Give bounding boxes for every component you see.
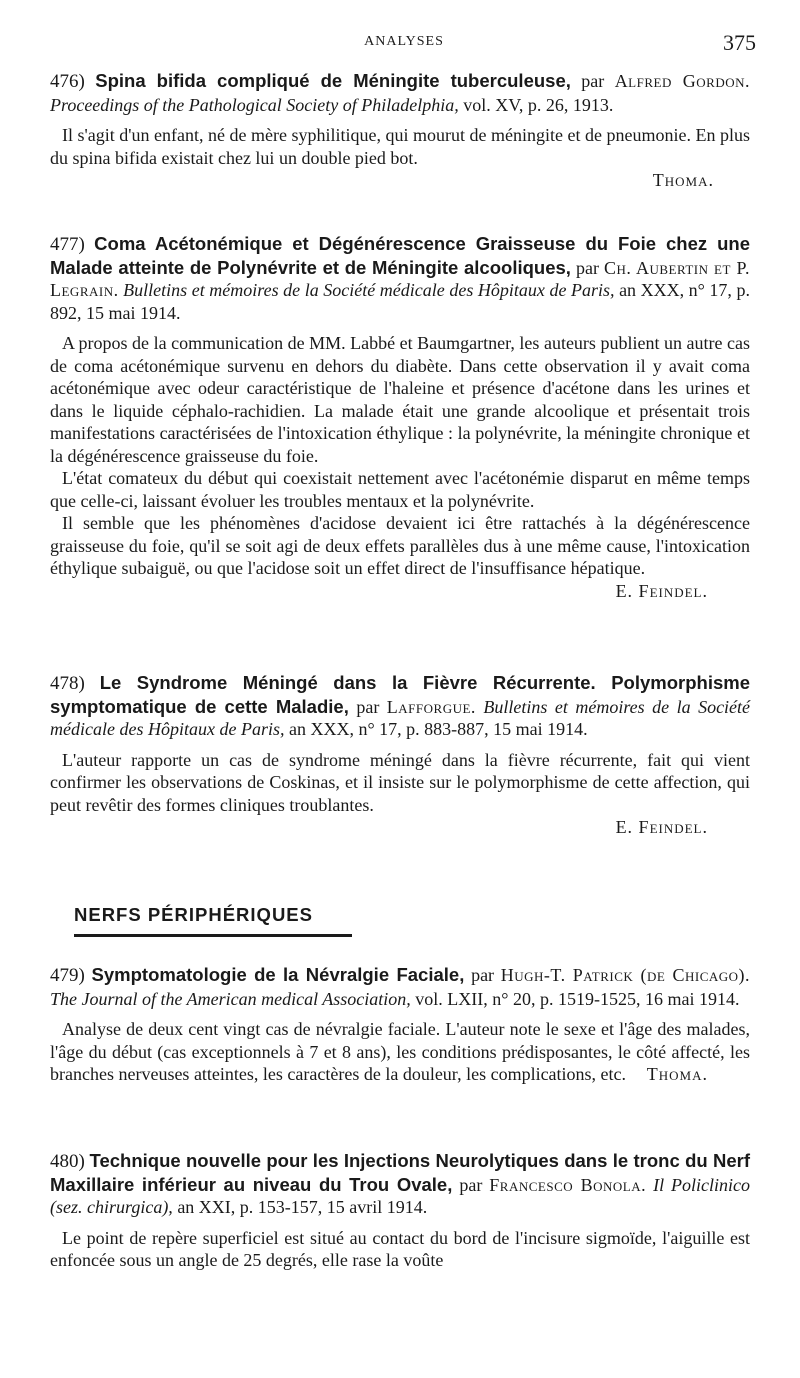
article-authors: Lafforgue. — [386, 696, 476, 717]
article-body — [50, 332, 750, 602]
article-477 — [50, 233, 750, 602]
article-by: par — [356, 696, 380, 717]
article-citation: vol. LXII, n° 20, p. 1519-1525, 16 mai 1914. — [415, 988, 740, 1009]
article-paragraph: L'auteur rapporte un cas de syndrome méningé dans la fièvre récurrente, fait qui vient confirmer les observations de Coskinas, et il insiste sur le polymorphisme de cette affection, qui peut revêtir des formes cliniques troublantes. — [50, 749, 750, 815]
article-signature: Thoma. — [646, 1064, 708, 1084]
article-by: par — [459, 1174, 483, 1195]
article-citation: an XXX, n° 17, p. 892, 15 mai 1914. — [50, 280, 750, 323]
article-paragraph: Il s'agit d'un enfant, né de mère syphilitique, qui mourut de méningite et de pneumonie. En plus du spina bifida existait chez lui un double pied bot. — [50, 125, 750, 168]
article-paragraph: L'état comateux du début qui coexistait nettement avec l'acétonémie disparut en même temps que celle-ci, laissant évoluer les troubles mentaux et la polynévrite. — [50, 468, 750, 511]
article-480 — [50, 1150, 750, 1272]
article-number: 478) — [50, 673, 85, 694]
article-478 — [50, 672, 750, 839]
section-heading: NERFS PÉRIPHÉRIQUES — [74, 904, 313, 925]
article-paragraph: Le point de repère superficiel est situé au contact du bord de l'incisure sigmoïde, l'aiguille est enfoncée sous un angle de 25 degrés, elle rase la voûte — [50, 1227, 750, 1270]
article-by: par — [575, 257, 599, 278]
article-title: Coma Acétonémique et Dégénérescence Graisseuse du Foie chez une Malade atteinte de Polynévrite et de Méningite alcooliques, — [50, 233, 750, 278]
article-signature: E. Feindel. — [615, 817, 708, 837]
article-citation: vol. XV, p. 26, 1913. — [463, 94, 614, 115]
article-citation: an XXX, n° 17, p. 883-887, 15 mai 1914. — [288, 719, 588, 739]
article-body — [50, 749, 750, 817]
article-476 — [50, 70, 750, 192]
article-title: Le Syndrome Méningé dans la Fièvre Récurrente. Polymorphisme symptomatique de cette Maladie, — [50, 672, 750, 717]
article-heading — [50, 672, 750, 741]
article-479 — [50, 964, 750, 1086]
running-title: ANALYSES — [364, 34, 444, 49]
article-heading — [50, 1150, 750, 1219]
article-number: 477) — [50, 234, 85, 255]
article-body — [50, 1018, 750, 1086]
article-paragraph: A propos de la communication de MM. Labbé et Baumgartner, les auteurs publient un autre cas de coma acétonémique survenu en dehors du diabète. Dans cette observation il y avait coma acétonémique avec odeur caractéristique de l'haleine et présence d'acétone dans les urines et dans le liquide céphalo-rachidien. La malade était une grande alcoolique et présentait trois manifestations caractérisées de l'intoxication éthylique : la polynévrite, la méningite chronique et la dégénérescence graisseuse du foie. — [50, 333, 750, 466]
article-paragraph: Il semble que les phénomènes d'acidose devaient ici être rattachés à la dégénérescence graisseuse du foie, qu'il se soit agi de deux effets parallèles dus à une même cause, l'intoxication éthylique subaiguë, ou que l'acidose soit un effet direct de l'insuffisance hépatique. E. Feindel. — [50, 513, 750, 601]
article-citation: an XXI, p. 153-157, 15 avril 1914. — [177, 1197, 428, 1217]
article-journal: Bulletins et mémoires de la Société médicale des Hôpitaux de Paris, — [50, 696, 751, 739]
article-journal: Il Policlinico (sez. chirurgica), — [50, 1174, 751, 1217]
article-title: Technique nouvelle pour les Injections Neurolytiques dans le tronc du Nerf Maxillaire inférieur au niveau du Trou Ovale, — [50, 1150, 751, 1195]
article-authors: Hugh-T. Patrick (de Chicago). — [500, 965, 751, 985]
article-heading — [50, 233, 750, 324]
article-number: 480) — [50, 1151, 85, 1172]
article-journal: The Journal of the American medical Association, — [50, 988, 411, 1009]
article-journal: Bulletins et mémoires de la Société médicale des Hôpitaux de Paris, — [123, 280, 615, 300]
article-heading — [50, 70, 750, 116]
article-title: Spina bifida compliqué de Méningite tuberculeuse, — [95, 70, 571, 91]
article-body — [50, 1227, 750, 1272]
article-authors: Alfred Gordon. — [614, 71, 750, 91]
article-paragraph: Analyse de deux cent vingt cas de névralgie faciale. L'auteur note le sexe et l'âge des malades, l'âge du début (cas exceptionnels à 7 et 8 ans), les conditions prédisposantes, le côté affecté, les branches nerveuses atteintes, les caractères de la douleur, les complications, etc. Thoma. — [50, 1019, 750, 1084]
article-number: 479) — [50, 965, 85, 986]
article-by: par — [581, 71, 605, 91]
article-authors: Ch. Aubertin et P. Legrain. — [50, 257, 750, 300]
running-head — [52, 30, 756, 56]
article-body — [50, 124, 750, 169]
article-authors: Francesco Bonola. — [489, 1174, 647, 1195]
page-number: 375 — [723, 30, 756, 55]
article-number: 476) — [50, 71, 85, 92]
article-by: par — [471, 965, 495, 985]
article-signature: E. Feindel. — [615, 580, 708, 601]
article-title: Symptomatologie de la Névralgie Faciale, — [91, 964, 465, 985]
section-rule — [74, 934, 352, 937]
article-journal: Proceedings of the Pathological Society of Philadelphia, — [50, 94, 459, 115]
article-heading — [50, 964, 750, 1010]
article-signature: Thoma. — [652, 170, 714, 190]
